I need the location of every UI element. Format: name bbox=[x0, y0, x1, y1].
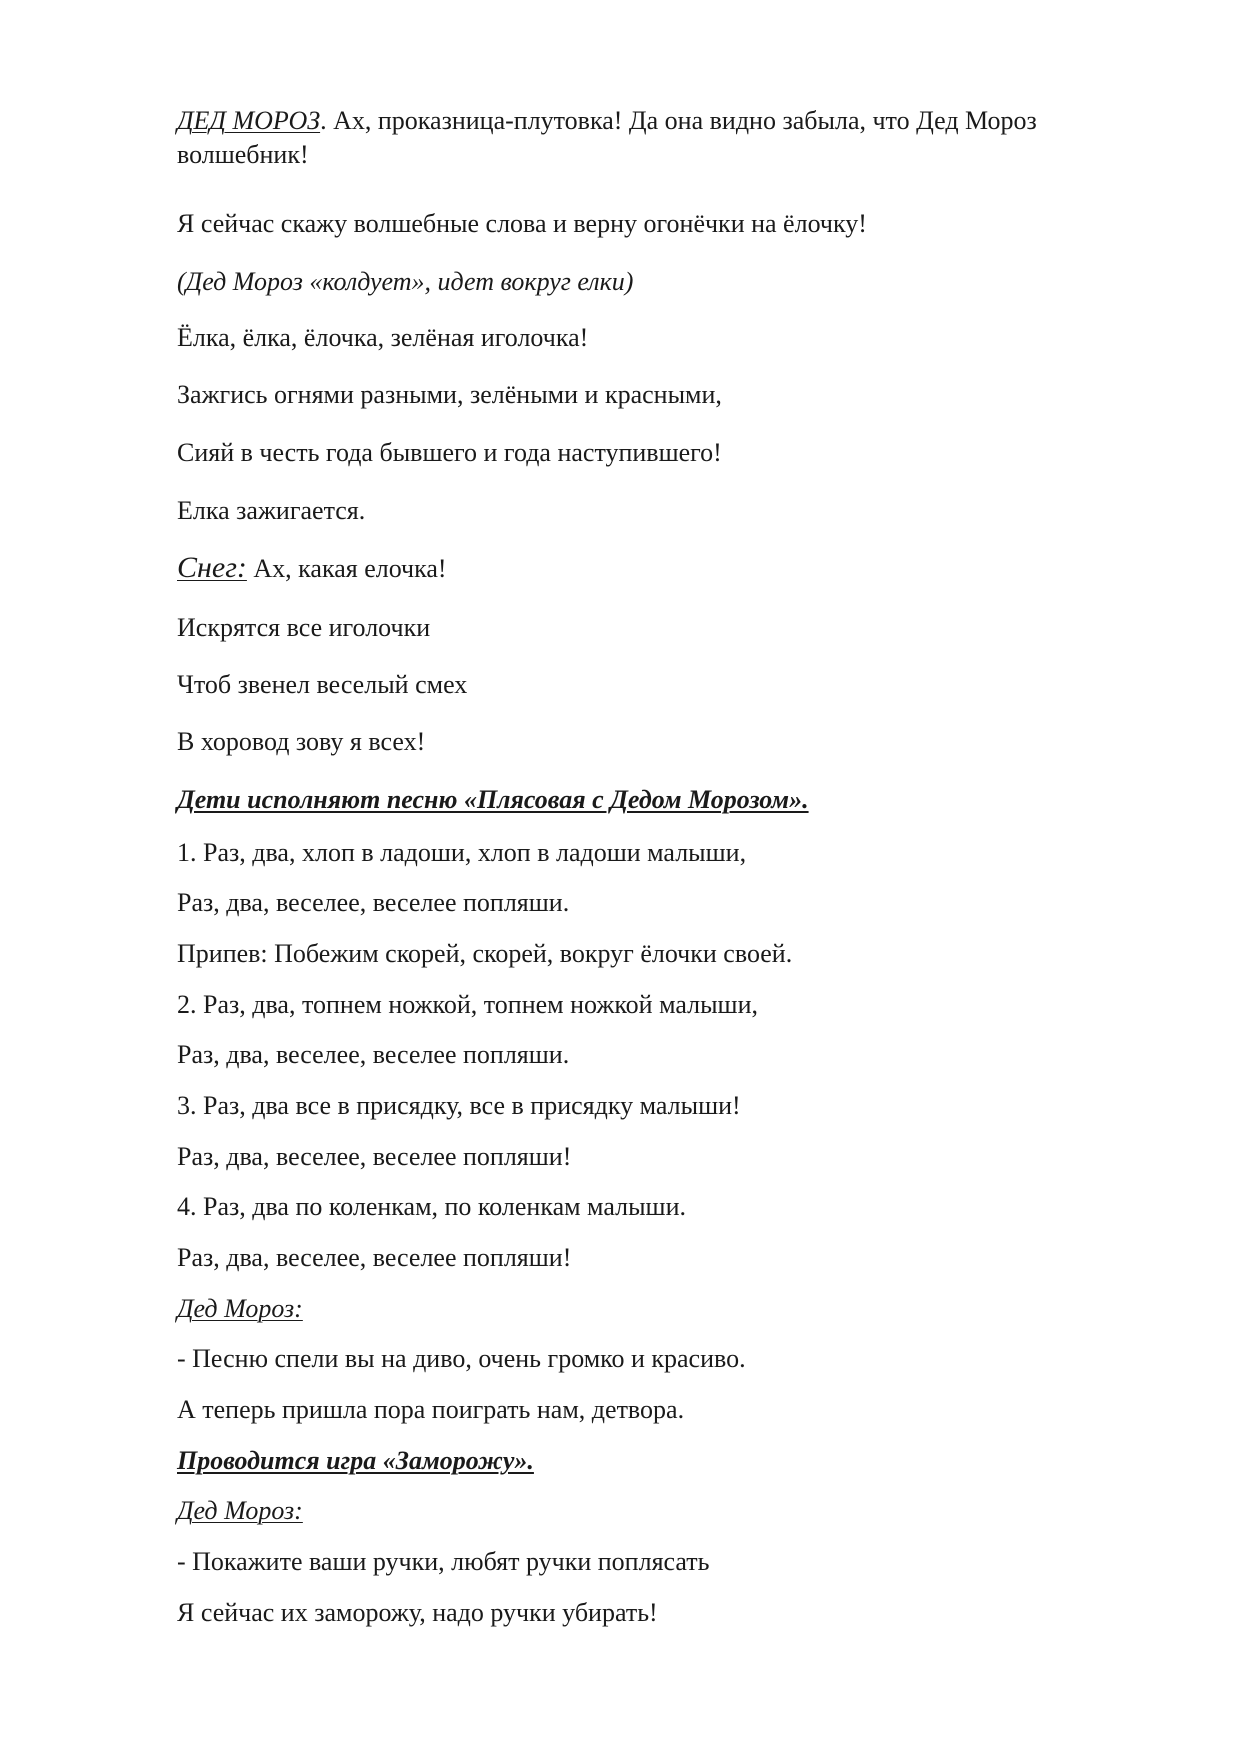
paragraph: Елка зажигается. bbox=[177, 496, 366, 525]
paragraph: Ёлка, ёлка, ёлочка, зелёная иголочка! bbox=[177, 323, 589, 352]
paragraph: В хоровод зову я всех! bbox=[177, 727, 426, 756]
speaker-label: Дед Мороз: bbox=[177, 1496, 303, 1525]
dialogue-line: А теперь пришла пора поиграть нам, детвора. bbox=[177, 1395, 685, 1424]
dialogue-line: Я сейчас их заморожу, надо ручки убирать! bbox=[177, 1598, 658, 1627]
paragraph: Зажгись огнями разными, зелёными и красными, bbox=[177, 380, 722, 409]
paragraph-ded-moroz-intro bbox=[177, 104, 1167, 172]
song-line: 2. Раз, два, топнем ножкой, топнем ножкой малыши, bbox=[177, 990, 758, 1019]
song-line: Раз, два, веселее, веселее попляши! bbox=[177, 1142, 572, 1171]
section-heading-song: Дети исполняют песню «Плясовая с Дедом Морозом». bbox=[177, 785, 809, 814]
dialogue-line: - Покажите ваши ручки, любят ручки поплясать bbox=[177, 1547, 710, 1576]
paragraph: Чтоб звенел веселый смех bbox=[177, 670, 468, 699]
dialogue-line: - Песню спели вы на диво, очень громко и красиво. bbox=[177, 1344, 746, 1373]
paragraph: Я сейчас скажу волшебные слова и верну огонёчки на ёлочку! bbox=[177, 209, 867, 238]
song-line: 3. Раз, два все в присядку, все в присядку малыши! bbox=[177, 1091, 741, 1120]
song-line: 4. Раз, два по коленкам, по коленкам малыши. bbox=[177, 1192, 686, 1221]
song-line: Раз, два, веселее, веселее попляши. bbox=[177, 1040, 570, 1069]
song-line: 1. Раз, два, хлоп в ладоши, хлоп в ладоши малыши, bbox=[177, 838, 747, 867]
paragraph: Сияй в честь года бывшего и года наступившего! bbox=[177, 438, 722, 467]
speaker-label: Снег: bbox=[177, 551, 247, 584]
song-line: Раз, два, веселее, веселее попляши! bbox=[177, 1243, 572, 1272]
speaker-label: Дед Мороз: bbox=[177, 1294, 303, 1323]
section-heading-game: Проводится игра «Заморожу». bbox=[177, 1446, 534, 1475]
song-chorus: Припев: Побежим скорей, скорей, вокруг ёлочки своей. bbox=[177, 939, 793, 968]
paragraph-text: Ах, какая елочка! bbox=[246, 554, 447, 583]
paragraph-sneg bbox=[177, 551, 447, 586]
paragraph-text: . Ах, проказница-плутовка! Да она видно забыла, что Дед Мороз волшебник! bbox=[177, 106, 1037, 169]
stage-direction: (Дед Мороз «колдует», идет вокруг елки) bbox=[177, 267, 634, 296]
speaker-label: ДЕД МОРОЗ bbox=[177, 106, 321, 135]
song-line: Раз, два, веселее, веселее попляши. bbox=[177, 888, 570, 917]
paragraph: Искрятся все иголочки bbox=[177, 613, 431, 642]
